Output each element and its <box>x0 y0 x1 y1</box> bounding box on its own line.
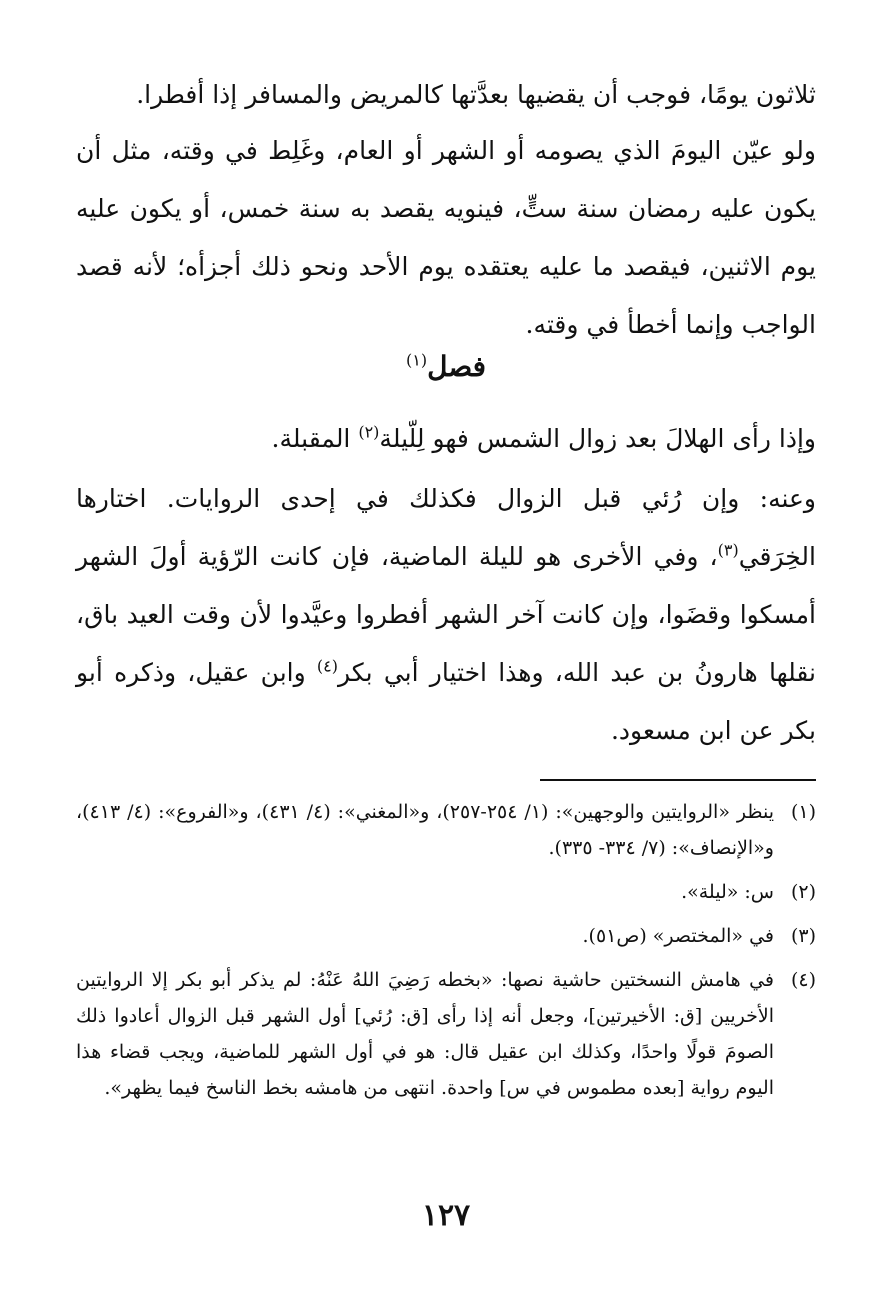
footnote-number: (٢) <box>790 881 816 903</box>
paragraph-2-text: ولو عيّن اليومَ الذي يصومه أو الشهر أو العام، وغَلِط في وقته، مثل أن يكون عليه رمضان سنة ستٍّ، فينويه يقصد به سنة خمس، أو يكون عليه يوم الاثنين، فيقصد ما عليه يعتقده يوم الأحد ونحو ذلك أجزأه؛ لأنه قصد الواجب وإنما أخطأ في وقته. <box>76 136 816 339</box>
paragraph-3-part-2: المقبلة. <box>271 424 359 453</box>
footnote-number: (٣) <box>790 925 816 947</box>
footnote-3 <box>76 918 816 954</box>
page-number: ١٢٧ <box>421 1198 471 1233</box>
footnote-4 <box>76 962 816 1106</box>
paragraph-4 <box>76 470 816 760</box>
footnote-text: ينظر «الروايتين والوجهين»: (١/ ٢٥٤-٢٥٧)، و«المغني»: (٤/ ٤٣١)، و«الفروع»: (٤/ ٤١٣)، و«الإنصاف»: (٧/ ٣٣٤- ٣٣٥). <box>76 801 774 859</box>
section-heading <box>0 342 892 392</box>
footnote-ref-3: (٣) <box>717 540 739 560</box>
paragraph-4-text <box>76 470 816 760</box>
paragraph-3 <box>76 410 816 468</box>
paragraph-2 <box>76 122 816 354</box>
paragraph-3-text <box>76 410 816 468</box>
footnote-text: في «المختصر» (ص٥١). <box>582 925 774 947</box>
footnote-number: (١) <box>790 801 816 823</box>
footnote-ref-4: (٤) <box>316 656 339 676</box>
paragraph-4-part-3: وابن عقيل، وذكره أبو بكر عن ابن مسعود. <box>76 658 816 745</box>
footnote-2 <box>76 874 816 910</box>
section-heading-footnote-ref: (١) <box>406 350 428 370</box>
paragraph-4-part-2: ، وفي الأخرى هو لليلة الماضية، فإن كانت الرّؤية أولَ الشهر أمسكوا وقضَوا، وإن كانت آخر الشهر أفطروا وعيَّدوا لأن وقت العيد باق، نقلها هارونُ بن عبد الله، وهذا اختيار أبي بكر <box>76 542 816 687</box>
footnote-1 <box>76 794 816 866</box>
paragraph-4-part-1: وعنه: وإن رُئي قبل الزوال فكذلك في إحدى الروايات. اختارها الخِرَقي <box>76 484 816 571</box>
footnote-number: (٤) <box>790 969 816 991</box>
footnote-ref-2: (٢) <box>358 422 380 442</box>
section-heading-title: فصل <box>427 350 486 383</box>
footnote-text: س: «ليلة». <box>681 881 774 903</box>
footnotes <box>76 794 816 1114</box>
footnote-text: في هامش النسختين حاشية نصها: «بخطه رَضِيَ اللهُ عَنْهُ: لم يذكر أبو بكر إلا الروايتين الأخريين [ق: الأخيرتين]، وجعل أنه إذا رأى [ق: رُئي] أول الشهر قبل الزوال أعادوا ذلك الصومَ قولًا واحدًا، وكذلك ابن عقيل قال: هو في أول الشهر للماضية، ويجب قضاء هذا اليوم رواية [بعده مطموس في س] واحدة. انتهى من هامشه بخط الناسخ فيما يظهر». <box>76 969 774 1099</box>
footnote-divider <box>540 779 816 781</box>
paragraph-1-text: ثلاثون يومًا، فوجب أن يقضيها بعدَّتها كالمريض والمسافر إذا أفطرا. <box>136 80 816 109</box>
paragraph-3-part-1: وإذا رأى الهلالَ بعد زوال الشمس فهو لِلّيلة <box>379 424 816 453</box>
paragraph-1 <box>76 66 816 124</box>
